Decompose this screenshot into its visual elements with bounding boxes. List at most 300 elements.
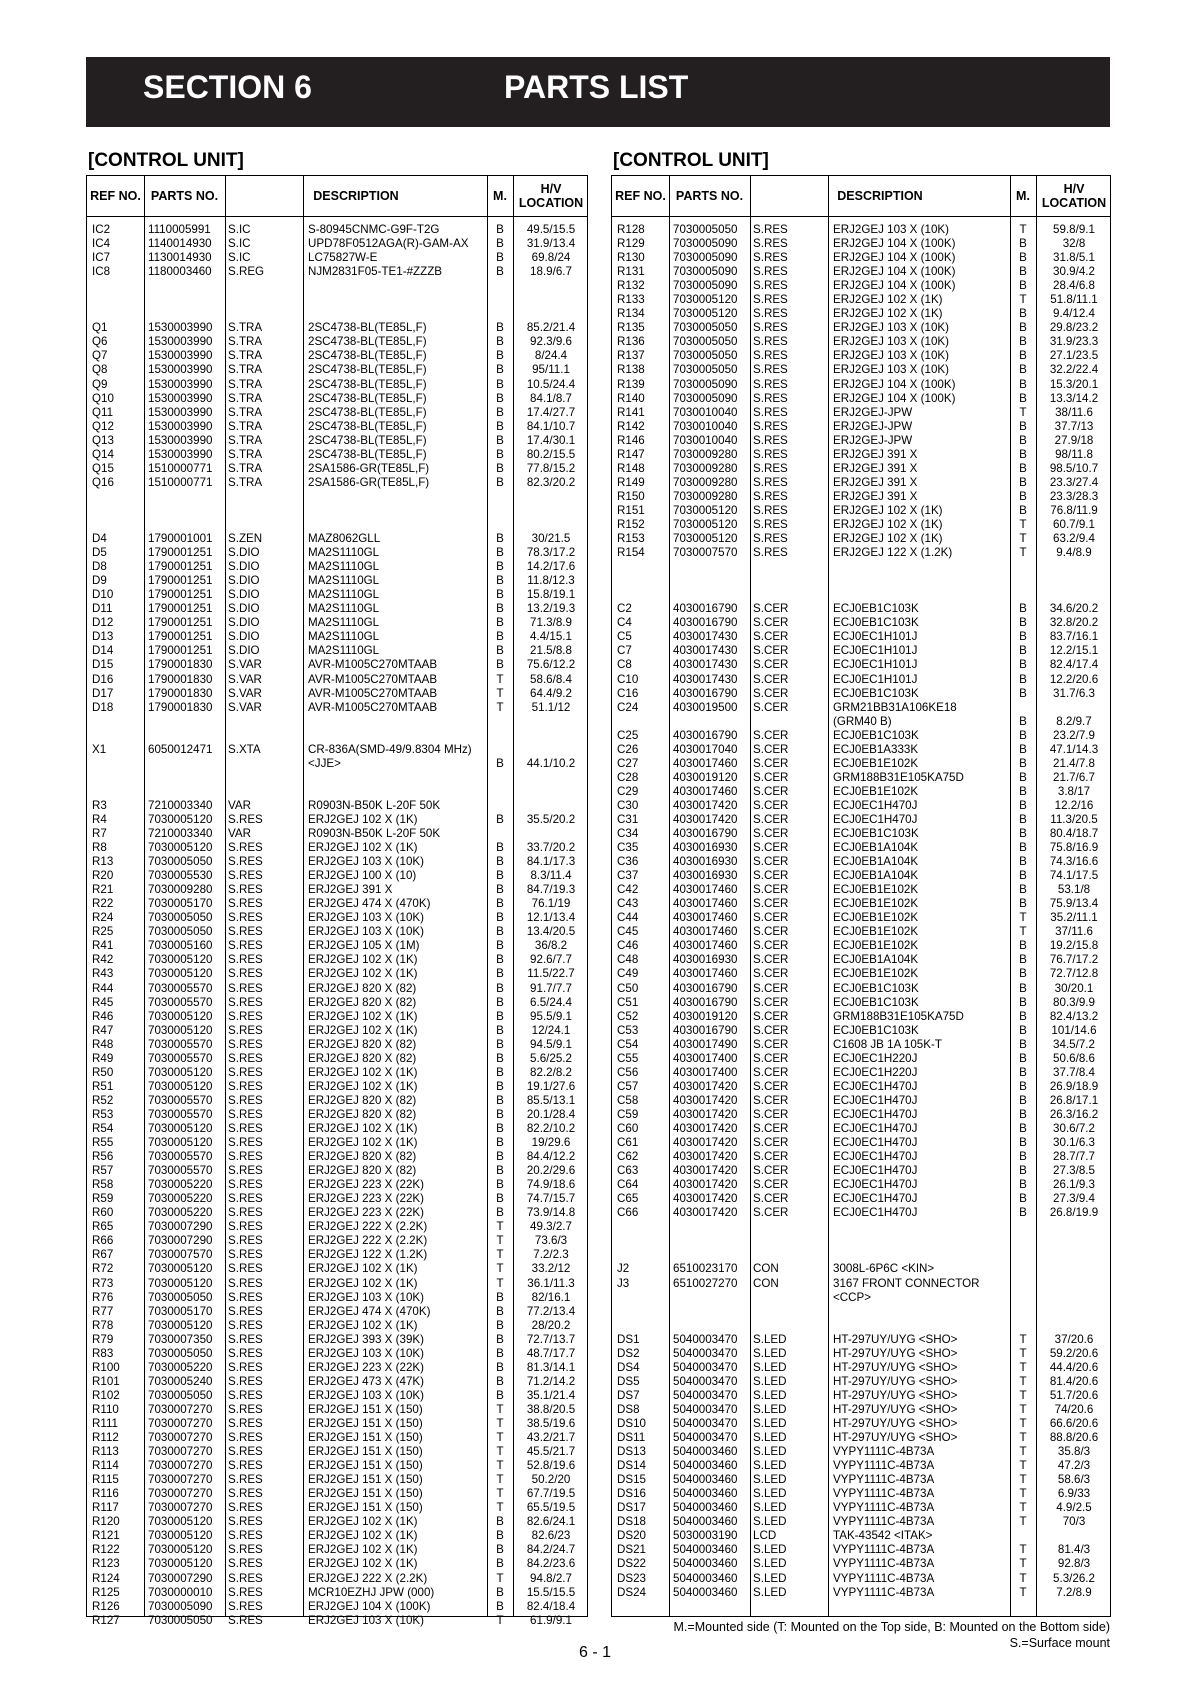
cell-parts-no: 5040003460: [673, 1585, 738, 1599]
footnote-surface-mount: S.=Surface mount: [1009, 1636, 1110, 1650]
table-row: [87, 1375, 587, 1389]
cell-type: S.RES: [753, 546, 788, 560]
cell-ref: DS14: [617, 1459, 647, 1473]
cell-description: ERJ2GEJ 820 X (82): [308, 1164, 417, 1178]
cell-ref: R151: [617, 503, 645, 517]
cell-parts-no: 7030007570: [673, 546, 738, 560]
cell-description: VYPY1111C-4B73A: [833, 1543, 935, 1557]
cell-type: S.LED: [753, 1402, 787, 1416]
cell-type: S.CER: [753, 756, 789, 770]
cell-type: S.CER: [753, 841, 789, 855]
cell-parts-no: 1790001251: [148, 602, 213, 616]
cell-location: 15.8/19.1: [526, 588, 576, 602]
cell-ref: R44: [92, 981, 114, 995]
cell-location: 12/24.1: [531, 1023, 571, 1037]
cell-description: R0903N-B50K L-20F 50K: [308, 827, 441, 841]
cell-mounted-side: B: [496, 363, 504, 377]
cell-mounted-side: B: [1019, 1009, 1027, 1023]
cell-type: S.CER: [753, 869, 789, 883]
cell-ref: R8: [92, 841, 107, 855]
cell-description: ECJ0EB1C103K: [833, 1023, 919, 1037]
cell-location: 84.1/10.7: [526, 419, 576, 433]
cell-description: TAK-43542 <ITAK>: [833, 1529, 933, 1543]
cell-description: S-80945CNMC-G9F-T2G: [308, 223, 440, 236]
table-row: [87, 1543, 587, 1557]
cell-type: S.RES: [753, 503, 788, 517]
cell-description: ERJ2GEJ 102 X (1K): [308, 1543, 418, 1557]
table-row: [87, 1164, 587, 1178]
table-row: [87, 644, 587, 658]
cell-description: ERJ2GEJ 103 X (10K): [308, 911, 424, 925]
cell-mounted-side: B: [496, 1585, 504, 1599]
cell-ref: R122: [92, 1543, 120, 1557]
cell-ref: C37: [617, 869, 639, 883]
cell-parts-no: 7030010040: [673, 433, 738, 447]
cell-mounted-side: T: [1019, 1346, 1027, 1360]
cell-description: ERJ2GEJ 102 X (1K): [308, 1079, 418, 1093]
cell-description: ECJ0EB1E102K: [833, 756, 919, 770]
cell-location: 13.2/19.3: [526, 602, 576, 616]
cell-type: S.RES: [228, 1290, 263, 1304]
cell-ref: Q16: [92, 475, 114, 489]
cell-description: MA2S1110GL: [308, 546, 380, 560]
cell-location: 82/16.1: [531, 1290, 571, 1304]
cell-mounted-side: B: [1019, 461, 1027, 475]
cell-location: 84.1/17.3: [526, 855, 576, 869]
cell-ref: R41: [92, 939, 114, 953]
cell-mounted-side: B: [496, 1318, 504, 1332]
cell-ref: R121: [92, 1529, 120, 1543]
cell-parts-no: 4030016790: [673, 616, 738, 630]
cell-type: S.RES: [753, 293, 788, 307]
table-row: [87, 490, 587, 504]
cell-description: HT-297UY/UYG <SHO>: [833, 1332, 958, 1346]
cell-parts-no: 4030017420: [673, 1107, 738, 1121]
cell-description: ERJ2GEJ 104 X (100K): [833, 279, 956, 293]
cell-parts-no: 4030016790: [673, 1023, 738, 1037]
cell-type: S.RES: [228, 939, 263, 953]
cell-type: S.RES: [228, 855, 263, 869]
cell-mounted-side: B: [1019, 995, 1027, 1009]
cell-ref: R67: [92, 1248, 114, 1262]
cell-ref: R58: [92, 1178, 114, 1192]
cell-description: ECJ0EC1H470J: [833, 1192, 918, 1206]
cell-parts-no: 7030005090: [148, 1599, 213, 1613]
cell-ref: C49: [617, 967, 639, 981]
cell-parts-no: 4030017430: [673, 630, 738, 644]
cell-description: ECJ0EB1A104K: [833, 953, 919, 967]
cell-location: 19.1/27.6: [526, 1079, 576, 1093]
cell-mounted-side: T: [496, 1402, 504, 1416]
table-row: [87, 1445, 587, 1459]
cell-location: 32/8: [1062, 237, 1086, 251]
cell-ref: R72: [92, 1262, 114, 1276]
cell-type: S.CER: [753, 1107, 789, 1121]
cell-parts-no: 4030017420: [673, 1150, 738, 1164]
cell-parts-no: 7030000010: [148, 1585, 213, 1599]
cell-type: S.LED: [753, 1501, 787, 1515]
cell-parts-no: 7030005120: [148, 1023, 213, 1037]
table-row: [87, 476, 587, 490]
cell-description: ECJ0EC1H470J: [833, 1150, 918, 1164]
header-mounted-side: M.: [1016, 189, 1030, 203]
cell-description: VYPY1111C-4B73A: [833, 1459, 935, 1473]
cell-location: 26.8/17.1: [1049, 1093, 1099, 1107]
cell-location: 80.2/15.5: [526, 447, 576, 461]
cell-parts-no: 4030016930: [673, 855, 738, 869]
cell-location: 92.3/9.6: [530, 335, 572, 349]
cell-location: 85.5/13.1: [526, 1093, 576, 1107]
cell-location: 38.5/19.6: [526, 1416, 576, 1430]
cell-ref: D18: [92, 700, 114, 714]
cell-mounted-side: T: [1019, 1571, 1027, 1585]
cell-mounted-side: T: [1019, 1459, 1027, 1473]
cell-ref: C46: [617, 939, 639, 953]
cell-description: 3008L-6P6C <KIN>: [833, 1262, 935, 1276]
cell-description: CR-836A(SMD-49/9.8304 MHz): [308, 742, 472, 756]
cell-type: S.RES: [228, 869, 263, 883]
cell-description: ECJ0EB1C103K: [833, 602, 919, 616]
cell-type: S.REG: [228, 265, 265, 279]
cell-description: ERJ2GEJ 103 X (10K): [308, 1613, 424, 1627]
cell-type: S.CER: [753, 672, 789, 686]
cell-type: S.RES: [753, 265, 788, 279]
cell-ref: R101: [92, 1374, 120, 1388]
cell-parts-no: 7030009280: [673, 447, 738, 461]
cell-ref: DS8: [617, 1402, 640, 1416]
cell-description: ECJ0EC1H101J: [833, 672, 918, 686]
cell-location: 52.8/19.6: [526, 1459, 576, 1473]
cell-parts-no: 7030005120: [673, 532, 738, 546]
cell-type: S.RES: [753, 377, 788, 391]
cell-ref: R20: [92, 869, 114, 883]
table-row: [87, 1066, 587, 1080]
cell-type: S.RES: [228, 1360, 263, 1374]
cell-parts-no: 5040003470: [673, 1416, 738, 1430]
table-row: [87, 1473, 587, 1487]
cell-ref: DS24: [617, 1585, 647, 1599]
cell-description: ERJ2GEJ 104 X (100K): [308, 1599, 431, 1613]
cell-parts-no: 1790001830: [148, 700, 213, 714]
cell-type: S.RES: [228, 1079, 263, 1093]
cell-ref: C52: [617, 1009, 639, 1023]
cell-description: ERJ2GEJ 104 X (100K): [833, 237, 956, 251]
cell-location: 6.5/24.4: [530, 995, 572, 1009]
cell-location: 98.5/10.7: [1049, 461, 1099, 475]
cell-type: S.RES: [228, 1136, 263, 1150]
cell-mounted-side: T: [1019, 1332, 1027, 1346]
cell-mounted-side: B: [496, 447, 504, 461]
cell-location: 94.8/2.7: [530, 1571, 572, 1585]
cell-mounted-side: B: [1019, 756, 1027, 770]
cell-type: S.TRA: [228, 321, 263, 335]
cell-parts-no: 5040003460: [673, 1571, 738, 1585]
cell-parts-no: 5040003460: [673, 1459, 738, 1473]
cell-parts-no: 7030005050: [673, 363, 738, 377]
cell-type: S.ZEN: [228, 532, 263, 546]
cell-type: S.CER: [753, 602, 789, 616]
cell-ref: R115: [92, 1473, 119, 1487]
cell-description: ERJ2GEJ 102 X (1K): [833, 517, 943, 531]
cell-location: 9.4/8.9: [1056, 546, 1092, 560]
cell-mounted-side: B: [496, 321, 504, 335]
cell-location: 47.1/14.3: [1049, 742, 1099, 756]
table-row: [87, 1361, 587, 1375]
cell-location: 29.8/23.2: [1049, 321, 1099, 335]
cell-ref: R139: [617, 377, 645, 391]
cell-ref: C56: [617, 1065, 639, 1079]
cell-mounted-side: B: [496, 1136, 504, 1150]
cell-location: 28.7/7.7: [1053, 1150, 1095, 1164]
cell-parts-no: 1530003990: [148, 363, 213, 377]
cell-description: ERJ2GEJ 122 X (1.2K): [308, 1248, 428, 1262]
header-mounted-side: M.: [493, 189, 507, 203]
cell-parts-no: 4030019120: [673, 770, 738, 784]
cell-type: S.CER: [753, 630, 789, 644]
cell-ref: IC4: [92, 237, 111, 251]
cell-ref: C34: [617, 827, 639, 841]
cell-mounted-side: B: [496, 391, 504, 405]
cell-mounted-side: B: [1019, 939, 1027, 953]
cell-ref: C4: [617, 616, 632, 630]
cell-parts-no: 4030017490: [673, 1037, 738, 1051]
cell-ref: R57: [92, 1164, 114, 1178]
cell-location: 82.2/10.2: [526, 1122, 576, 1135]
cell-mounted-side: B: [1019, 265, 1027, 279]
cell-type: S.CER: [753, 700, 789, 714]
cell-ref: C35: [617, 841, 639, 855]
cell-description: ERJ2GEJ 151 X (150): [308, 1459, 423, 1473]
cell-mounted-side: B: [1019, 363, 1027, 377]
cell-location: 26.8/19.9: [1049, 1206, 1099, 1220]
cell-parts-no: 7030009280: [673, 461, 738, 475]
cell-parts-no: 6050012471: [148, 742, 213, 756]
cell-parts-no: 5040003460: [673, 1487, 738, 1501]
cell-parts-no: 5040003460: [673, 1445, 738, 1459]
cell-type: S.CER: [753, 1164, 789, 1178]
cell-location: 58.6/3: [1057, 1473, 1091, 1487]
cell-parts-no: 4030017430: [673, 672, 738, 686]
cell-type: S.CER: [753, 1023, 789, 1037]
cell-type: S.DIO: [228, 560, 260, 574]
cell-parts-no: 7030005120: [148, 1122, 213, 1135]
cell-ref: C65: [617, 1192, 639, 1206]
cell-type: S.RES: [228, 1164, 263, 1178]
cell-description: ERJ2GEJ 102 X (1K): [833, 503, 943, 517]
cell-type: S.RES: [228, 911, 263, 925]
cell-description: ERJ2GEJ 820 X (82): [308, 981, 417, 995]
cell-location: 30.6/7.2: [1053, 1122, 1095, 1135]
cell-type: S.TRA: [228, 447, 263, 461]
cell-type: S.RES: [228, 1431, 263, 1445]
cell-description: AVR-M1005C270MTAAB: [308, 672, 438, 686]
cell-parts-no: 4030017430: [673, 644, 738, 658]
table-row: [87, 982, 587, 996]
cell-location: 44.1/10.2: [526, 756, 576, 770]
cell-type: S.RES: [228, 1065, 263, 1079]
cell-mounted-side: B: [496, 616, 504, 630]
table-row: [87, 630, 587, 644]
cell-type: S.CER: [753, 897, 789, 911]
cell-parts-no: 7030007290: [148, 1571, 213, 1585]
cell-ref: DS21: [617, 1543, 647, 1557]
cell-mounted-side: T: [1019, 925, 1027, 939]
table-row: [87, 265, 587, 279]
cell-parts-no: 7030005120: [148, 1009, 213, 1023]
cell-ref: R133: [617, 293, 645, 307]
cell-parts-no: 7030005220: [148, 1192, 213, 1206]
cell-ref: C24: [617, 700, 639, 714]
cell-description: ERJ2GEJ 391 X: [833, 475, 918, 489]
cell-parts-no: 7030005120: [148, 1557, 213, 1571]
cell-type: VAR: [228, 827, 251, 841]
cell-type: S.RES: [228, 1487, 263, 1501]
cell-description: ERJ2GEJ 102 X (1K): [308, 841, 418, 855]
cell-parts-no: 7030005090: [673, 237, 738, 251]
cell-mounted-side: B: [496, 841, 504, 855]
cell-parts-no: 5040003460: [673, 1473, 738, 1487]
cell-type: S.IC: [228, 223, 251, 236]
cell-ref: R150: [617, 489, 645, 503]
cell-type: S.CER: [753, 1009, 789, 1023]
table-row: [87, 335, 587, 349]
cell-parts-no: 4030017420: [673, 1122, 738, 1135]
cell-ref: R142: [617, 419, 645, 433]
table-row: [87, 813, 587, 827]
cell-description: ECJ0EB1E102K: [833, 784, 919, 798]
cell-mounted-side: B: [496, 1051, 504, 1065]
cell-location: 77.2/13.4: [526, 1304, 576, 1318]
cell-type: S.RES: [228, 1262, 263, 1276]
cell-parts-no: 4030017460: [673, 911, 738, 925]
cell-ref: R153: [617, 532, 645, 546]
cell-description: ECJ0EC1H470J: [833, 1178, 918, 1192]
cell-description: ERJ2GEJ 151 X (150): [308, 1431, 423, 1445]
cell-description: ERJ2GEJ 104 X (100K): [833, 391, 956, 405]
cell-location: 37.7/13: [1054, 419, 1094, 433]
cell-description: ERJ2GEJ 820 X (82): [308, 1051, 417, 1065]
cell-parts-no: 5040003470: [673, 1402, 738, 1416]
cell-description: ERJ2GEJ 102 X (1K): [308, 1515, 418, 1529]
cell-type: S.LED: [753, 1487, 787, 1501]
table-row: [87, 1600, 587, 1614]
cell-mounted-side: B: [1019, 1178, 1027, 1192]
cell-type: S.CER: [753, 1136, 789, 1150]
cell-description: ERJ2GEJ 103 X (10K): [308, 855, 424, 869]
cell-ref: C28: [617, 770, 639, 784]
cell-type: S.RES: [228, 1234, 263, 1248]
table-row: [87, 448, 587, 462]
cell-description: C1608 JB 1A 105K-T: [833, 1037, 942, 1051]
cell-ref: R7: [92, 827, 107, 841]
cell-mounted-side: T: [1019, 1431, 1027, 1445]
cell-description: AVR-M1005C270MTAAB: [308, 686, 438, 700]
cell-mounted-side: B: [1019, 251, 1027, 265]
cell-ref: R78: [92, 1318, 114, 1332]
cell-mounted-side: T: [1019, 293, 1027, 307]
cell-parts-no: 4030016790: [673, 686, 738, 700]
cell-ref: C55: [617, 1051, 639, 1065]
cell-location: 82.6/24.1: [526, 1515, 576, 1529]
cell-description: ERJ2GEJ 102 X (1K): [308, 1009, 418, 1023]
cell-location: 11.5/22.7: [527, 967, 575, 981]
cell-location: 45.5/21.7: [526, 1445, 576, 1459]
cell-parts-no: 7030005120: [148, 1136, 213, 1150]
cell-ref: C53: [617, 1023, 639, 1037]
table-header: [87, 176, 587, 217]
cell-ref: R25: [92, 925, 114, 939]
left-unit-title: [CONTROL UNIT]: [88, 150, 244, 171]
cell-description: ERJ2GEJ 222 X (2.2K): [308, 1220, 428, 1234]
cell-parts-no: 7030005050: [148, 911, 213, 925]
cell-ref: R22: [92, 897, 114, 911]
cell-ref: R130: [617, 251, 645, 265]
table-row: [87, 897, 587, 911]
cell-type: S.RES: [228, 1318, 263, 1332]
cell-ref: D9: [92, 574, 107, 588]
table-row: [87, 1515, 587, 1529]
cell-location: 81.4/20.6: [1049, 1374, 1099, 1388]
cell-description: ERJ2GEJ 393 X (39K): [308, 1332, 424, 1346]
cell-mounted-side: B: [1019, 503, 1027, 517]
cell-parts-no: 7030009280: [148, 883, 213, 897]
cell-location: 71.3/8.9: [530, 616, 572, 630]
cell-mounted-side: B: [496, 237, 504, 251]
cell-parts-no: 7030007290: [148, 1234, 213, 1248]
cell-type: S.RES: [228, 1093, 263, 1107]
cell-location: 51.8/11.1: [1050, 293, 1098, 307]
cell-location: 20.1/28.4: [526, 1107, 576, 1121]
cell-mounted-side: B: [496, 1543, 504, 1557]
cell-mounted-side: B: [496, 1304, 504, 1318]
cell-type: S.RES: [228, 1192, 263, 1206]
cell-location: 76.1/19: [531, 897, 571, 911]
cell-description: ERJ2GEJ 103 X (10K): [833, 349, 949, 363]
cell-ref: C57: [617, 1079, 639, 1093]
cell-parts-no: 4030017420: [673, 1093, 738, 1107]
table-row: [87, 939, 587, 953]
cell-location: 75.8/16.9: [1049, 841, 1099, 855]
cell-description: AVR-M1005C270MTAAB: [308, 658, 438, 672]
cell-type: S.VAR: [228, 686, 262, 700]
cell-mounted-side: B: [496, 546, 504, 560]
cell-description: ERJ2GEJ 223 X (22K): [308, 1206, 424, 1220]
cell-mounted-side: B: [1019, 672, 1027, 686]
table-row: [87, 251, 587, 265]
cell-type: S.LED: [753, 1459, 787, 1473]
header-location: H/V LOCATION: [1041, 182, 1107, 210]
cell-parts-no: 4030016790: [673, 981, 738, 995]
cell-ref: R134: [617, 307, 645, 321]
cell-ref: R148: [617, 461, 645, 475]
cell-parts-no: 7030005050: [148, 1290, 213, 1304]
cell-location: 35.1/21.4: [526, 1388, 576, 1402]
cell-parts-no: 7030005050: [148, 1613, 213, 1627]
cell-description: UPD78F0512AGA(R)-GAM-AX: [308, 237, 469, 251]
cell-ref: R137: [617, 349, 645, 363]
cell-location: 36/8.2: [534, 939, 568, 953]
table-row: [87, 1192, 587, 1206]
cell-type: S.LED: [753, 1388, 787, 1402]
cell-location: 33.2/12: [531, 1262, 571, 1276]
table-row: [87, 1206, 587, 1220]
cell-location: 18.9/6.7: [530, 265, 572, 279]
cell-parts-no: 4030017420: [673, 812, 738, 826]
cell-mounted-side: B: [496, 925, 504, 939]
cell-type: S.RES: [228, 967, 263, 981]
cell-location: 38/11.6: [1055, 405, 1093, 419]
header-location: H/V LOCATION: [518, 182, 584, 210]
